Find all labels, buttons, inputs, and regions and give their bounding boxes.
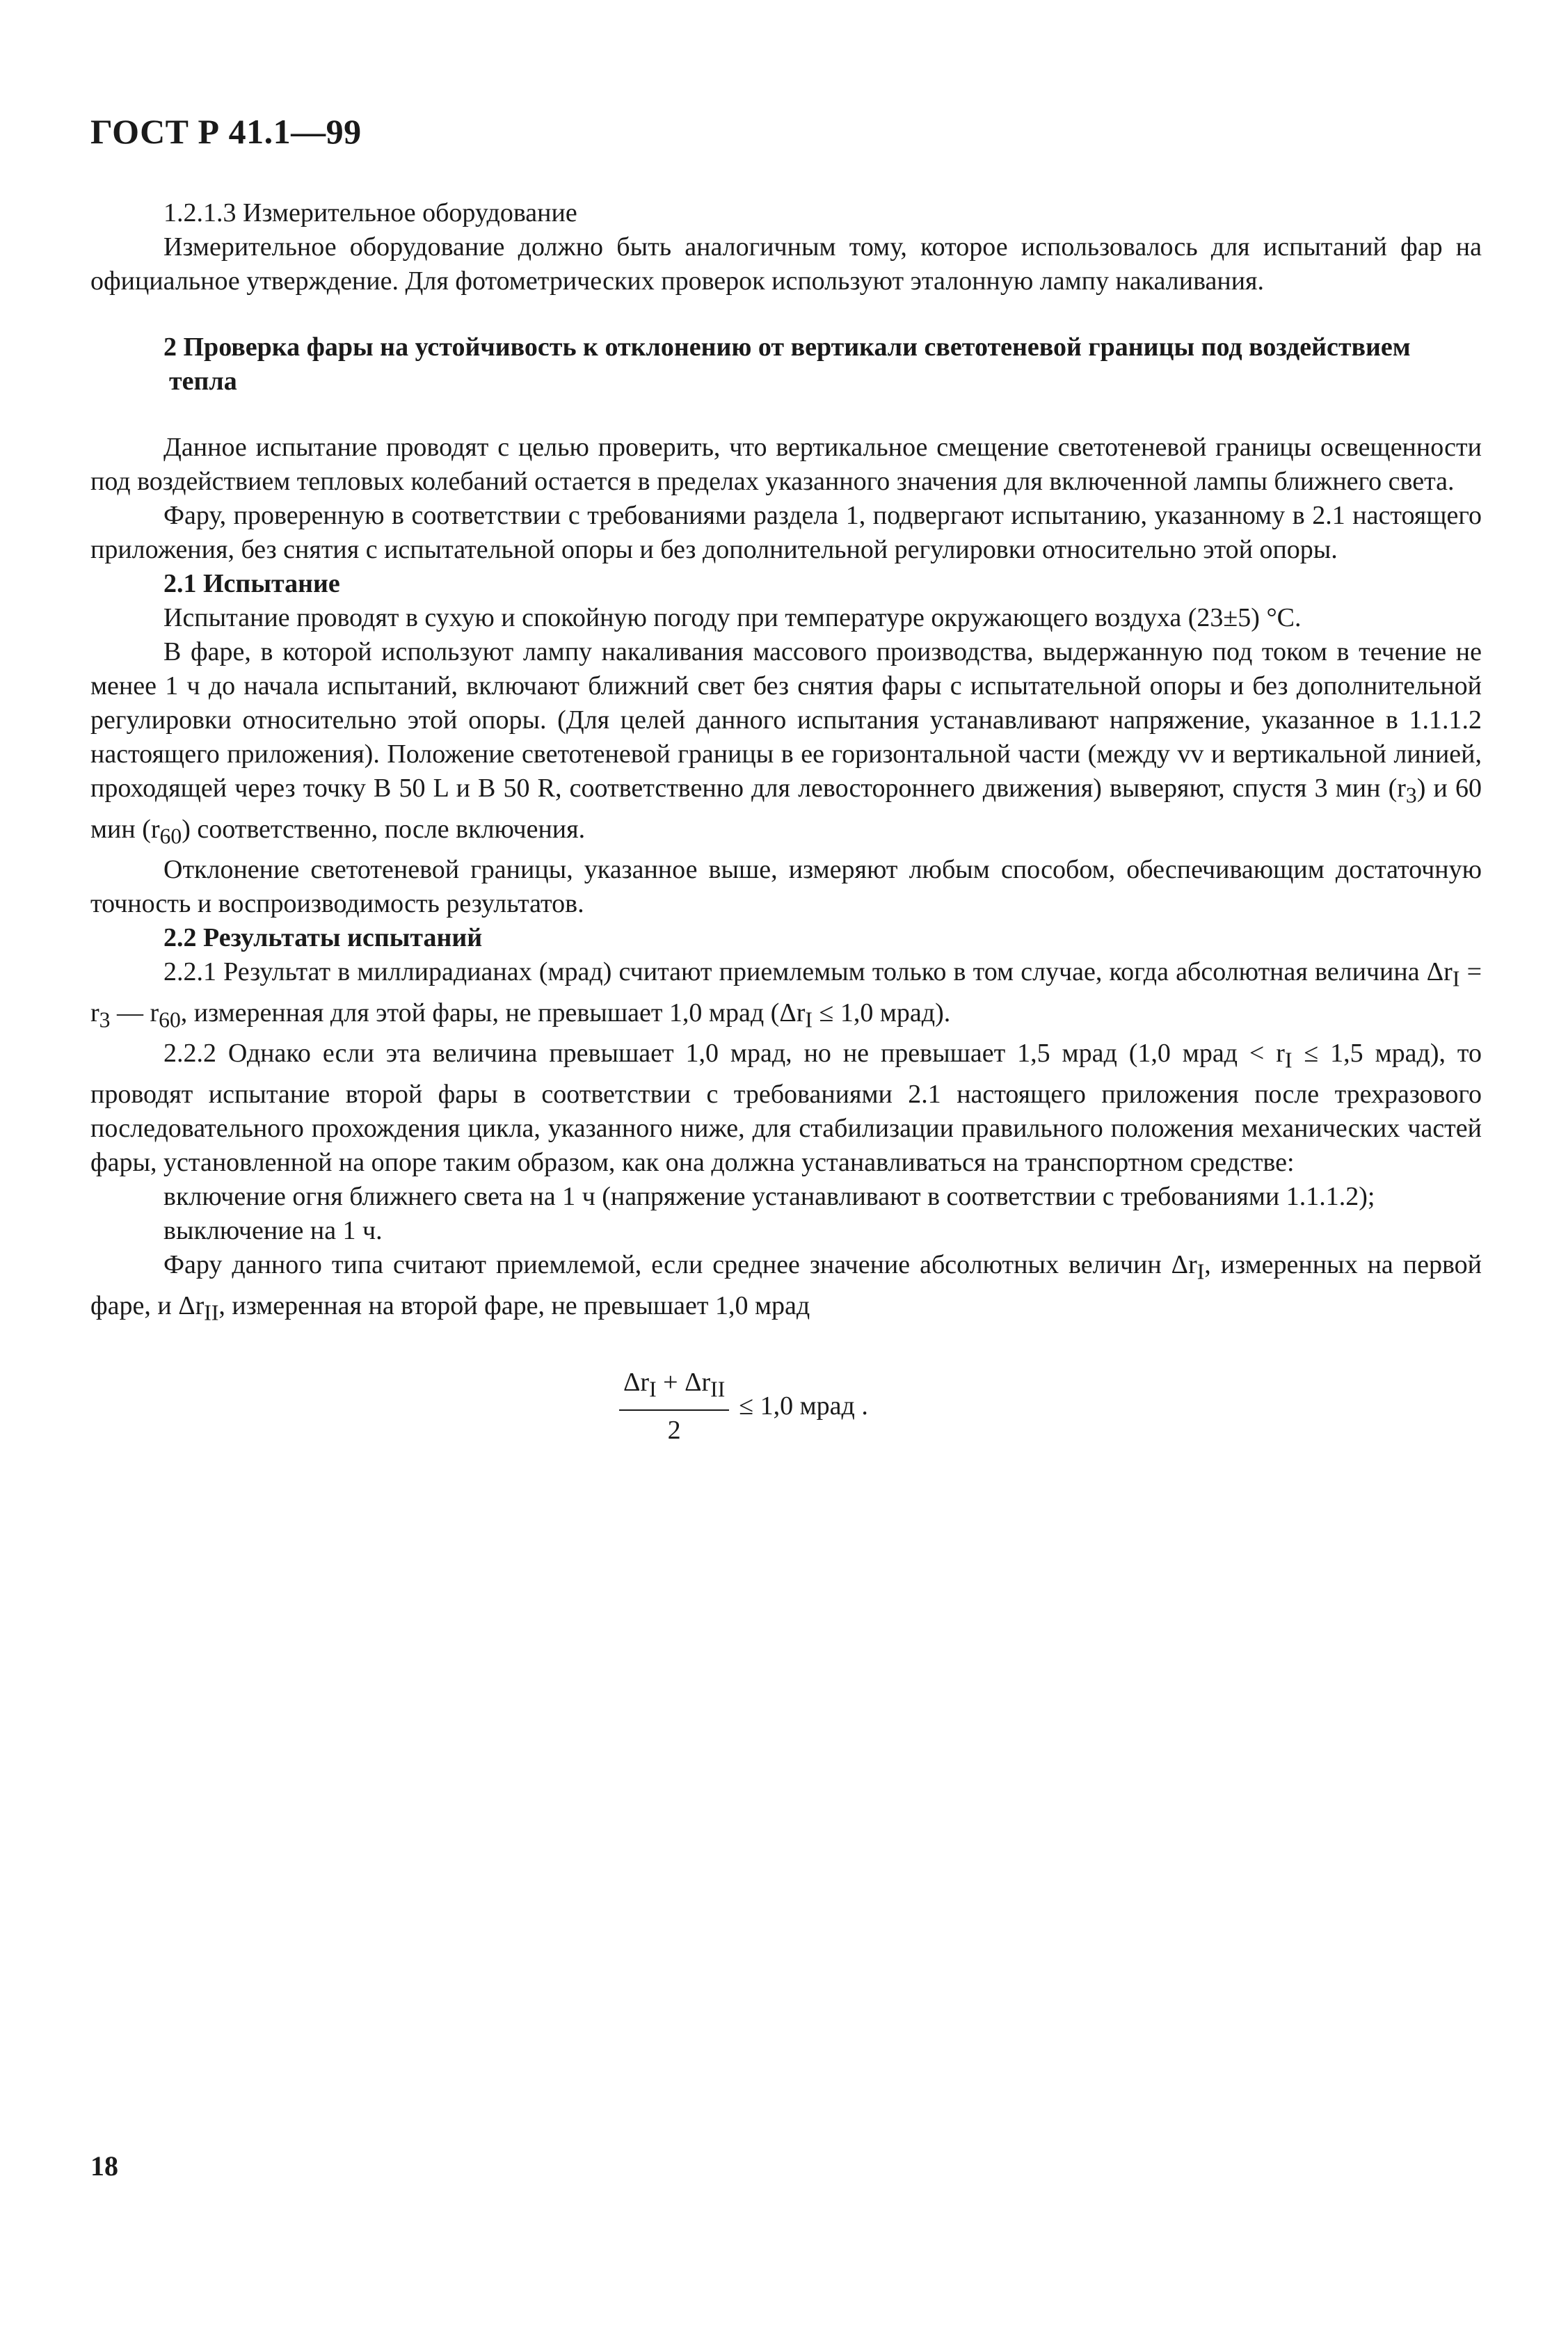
subscript: 3 bbox=[99, 1007, 111, 1032]
acceptance-formula bbox=[619, 1366, 1482, 1448]
subscript: I bbox=[1284, 1048, 1293, 1073]
section-2-heading-line2: тепла bbox=[169, 367, 237, 396]
subscript: I bbox=[1197, 1259, 1205, 1284]
text-run: Фару данного типа считают приемлемой, если среднее значение абсолютных величин Δr bbox=[163, 1249, 1197, 1279]
cycle-on-item: включение огня ближнего света на 1 ч (напряжение устанавливают в соответствии с требованиями 1.1.1.2); bbox=[163, 1181, 1375, 1211]
text-run: В фаре, в которой используют лампу накаливания массового производства, выдержанную под током в течение не менее 1 ч до начала испытаний, включают ближний свет без снятия фары с испытательной опоры и без дополнительной регулировки относительно этой опоры. (Для целей данного испытания устанавливают напряжение, указанное в 1.1.1.2 настоящего приложения). Положение светотеневой границы в ее горизонтальной части (между vv и вертикальной линией, проходящей через точку B 50 L и B 50 R, соответственно для левостороннего движения) выверяют, спустя 3 мин (r bbox=[90, 637, 1482, 803]
section-21-paragraph-3: Отклонение светотеневой границы, указанное выше, измеряют любым способом, обеспечивающим достаточную точность и воспроизводимость результатов. bbox=[90, 855, 1482, 919]
text-run: ) и 60 мин (r bbox=[90, 774, 1482, 844]
section-2-paragraph-2: Фару, проверенную в соответствии с требованиями раздела 1, подвергают испытанию, указанному в 2.1 настоящего приложения, без снятия с испытательной опоры и без дополнительной регулировки относительно этой опоры. bbox=[90, 501, 1482, 564]
subscript: II bbox=[204, 1300, 219, 1325]
section-1213-text: Измерительное оборудование должно быть аналогичным тому, которое использовалось для испытаний фар на официальное утверждение. Для фотометрических проверок используют эталонную лампу накаливания. bbox=[90, 232, 1482, 296]
page-number: 18 bbox=[90, 2150, 118, 2182]
subscript: 60 bbox=[159, 1007, 181, 1032]
formula-rhs: ≤ 1,0 мрад . bbox=[739, 1391, 868, 1421]
text-run: Δr bbox=[623, 1368, 650, 1398]
document-body bbox=[90, 196, 1482, 1448]
text-run: 2.2.1 Результат в миллирадианах (мрад) считают приемлемым только в том случае, когда абсолютная величина Δr bbox=[163, 957, 1453, 987]
section-222-paragraph bbox=[90, 1037, 1482, 1180]
subscript: 3 bbox=[1405, 783, 1417, 808]
section-221-paragraph bbox=[90, 955, 1482, 1037]
formula-fraction bbox=[619, 1366, 729, 1448]
section-21-heading: 2.1 Испытание bbox=[163, 569, 340, 598]
text-run: ) соответственно, после включения. bbox=[182, 814, 586, 844]
subscript: I bbox=[1452, 966, 1460, 991]
text-run: , измеренная для этой фары, не превышает 1,0 мрад (Δr bbox=[180, 998, 806, 1027]
acceptance-paragraph bbox=[90, 1248, 1482, 1329]
section-22-heading: 2.2 Результаты испытаний bbox=[163, 923, 483, 953]
section-21-paragraph-1: Испытание проводят в сухую и спокойную погоду при температуре окружающего воздуха (23±5) °С. bbox=[163, 603, 1302, 632]
section-2-heading-line1: 2 Проверка фары на устойчивость к отклонению от вертикали светотеневой границы под воздействием bbox=[163, 333, 1411, 362]
text-run: 2.2.2 Однако если эта величина превышает 1,0 мрад, но не превышает 1,5 мрад (1,0 мрад < r bbox=[163, 1039, 1285, 1069]
section-2-paragraph-1: Данное испытание проводят с целью проверить, что вертикальное смещение светотеневой границы освещенности под воздействием тепловых колебаний остается в пределах указанного значения для включенной лампы ближнего света. bbox=[90, 433, 1482, 496]
text-run: — r bbox=[110, 998, 159, 1027]
subscript: II bbox=[710, 1377, 726, 1402]
subscript: I bbox=[649, 1377, 657, 1402]
text-run: ≤ 1,5 мрад), то проводят испытание второй фары в соответствии с требованиями 2.1 настоящего приложения после трехразового последовательного прохождения цикла, указанного ниже, для стабилизации правильного положения механических частей фары, установленной на опоре таким образом, как она должна устанавливаться на транспортном средстве: bbox=[90, 1039, 1482, 1177]
subscript: 60 bbox=[159, 824, 182, 849]
formula-denominator: 2 bbox=[667, 1415, 681, 1445]
section-21-paragraph-2 bbox=[90, 635, 1482, 853]
text-run: ≤ 1,0 мрад). bbox=[812, 998, 951, 1027]
cycle-off-item: выключение на 1 ч. bbox=[163, 1215, 383, 1245]
text-run: = r bbox=[90, 957, 1482, 1027]
text-run: , измеренных на первой фаре, и Δr bbox=[90, 1249, 1482, 1320]
formula-numerator bbox=[619, 1366, 729, 1411]
text-run: , измеренная на второй фаре, не превышает 1,0 мрад bbox=[218, 1290, 810, 1320]
standard-header: ГОСТ Р 41.1—99 bbox=[90, 112, 362, 151]
subscript: I bbox=[805, 1007, 813, 1032]
text-run: + Δr bbox=[656, 1368, 711, 1398]
section-1213-heading: 1.2.1.3 Измерительное оборудование bbox=[163, 198, 577, 227]
section-2-heading bbox=[90, 330, 1482, 399]
